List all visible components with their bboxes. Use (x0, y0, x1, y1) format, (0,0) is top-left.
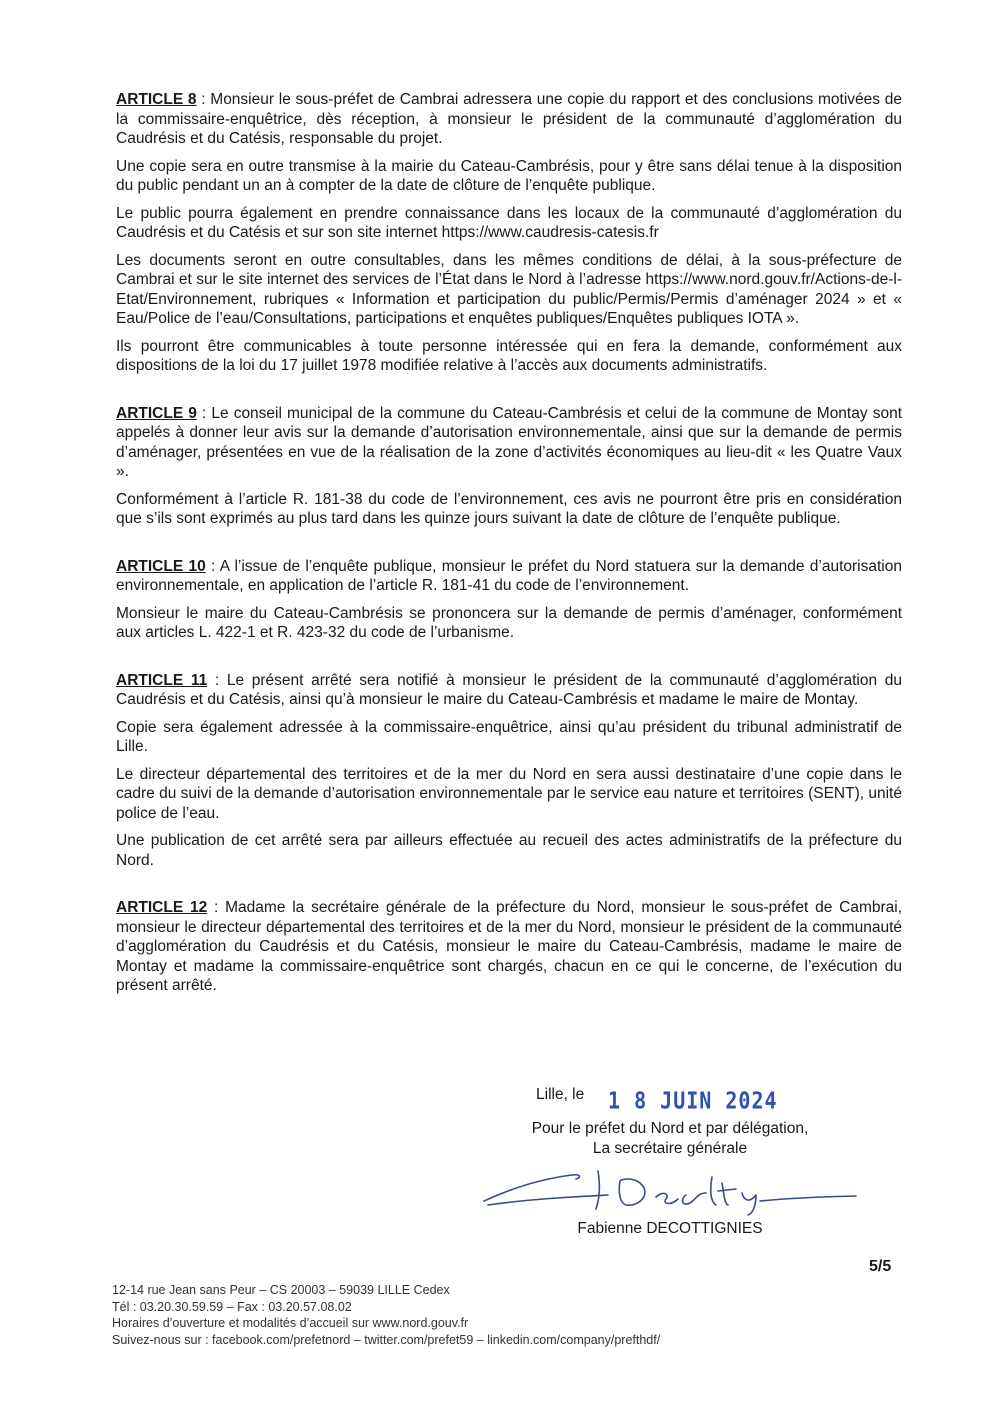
paragraph: Une publication de cet arrêté sera par ailleurs effectuée au recueil des actes administratifs de la préfecture du Nord. (116, 832, 902, 869)
paragraph: : Le conseil municipal de la commune du Cateau-Cambrésis et celui de la commune de Montay sont appelés à donner leur avis sur la demande d’autorisation environnementale, ainsi que sur la demande de permis d’aménager, présentées en vue de la réalisation de la zone d’activités économiques au lieu-dit « les Quatre Vaux ». (116, 404, 902, 480)
paragraph: : Monsieur le sous-préfet de Cambrai adressera une copie du rapport et des conclusions motivées de la commissaire-enquêtrice, dès réception, à monsieur le président de la communauté d’agglomération du Caudrésis et du Catésis, responsable du projet. (116, 91, 902, 147)
footer-hours: Horaires d’ouverture et modalités d’accueil sur www.nord.gouv.fr (112, 1316, 469, 1330)
paragraph: Une copie sera en outre transmise à la mairie du Cateau-Cambrésis, pour y être sans délai tenue à la disposition du public pendant un an à compter de la date de clôture de l’enquête publique. (116, 157, 902, 194)
article-10 (116, 557, 902, 643)
article-label: ARTICLE 12 (116, 899, 208, 916)
signer-name: Fabienne DECOTTIGNIES (577, 1220, 763, 1237)
date-stamp: 1 8 JUIN 2024 (608, 1086, 778, 1115)
article-11 (116, 671, 902, 871)
article-label: ARTICLE 8 (116, 91, 197, 108)
article-label: ARTICLE 9 (116, 404, 197, 422)
footer-phone: Tél : 03.20.30.59.59 – Fax : 03.20.57.08.02 (112, 1299, 352, 1314)
footer-address: 12-14 rue Jean sans Peur – CS 20003 – 59039 LILLE Cedex (112, 1283, 450, 1297)
paragraph: : A l’issue de l’enquête publique, monsieur le préfet du Nord statuera sur la demande d’autorisation environnementale, en application de l’article R. 181-41 du code de l’environnement. (116, 557, 902, 594)
paragraph: : Le présent arrêté sera notifié à monsieur le président de la communauté d’agglomération du Caudrésis et du Catésis, ainsi qu’à monsieur le maire du Cateau-Cambrésis et madame le maire de Montay. (116, 671, 903, 708)
signature-block (480, 1085, 860, 1239)
signer-role: La secrétaire générale (592, 1140, 748, 1157)
article-label: ARTICLE 10 (116, 557, 206, 575)
footer (112, 1282, 812, 1348)
article-8 (116, 90, 902, 376)
paragraph: Les documents seront en outre consultables, dans les mêmes conditions de délai, à la sous-préfecture de Cambrai et sur le site internet des services de l’État dans le Nord à l’adresse https://www.nord.gouv.fr/Actions-de-l-Etat/Environnement, rubriques « Information et participation du public/Permis/Permis d’aménager 2024 » et « Eau/Police de l’eau/Consultations, participations et enquêtes publiques/Enquêtes publiques IOTA ». (116, 251, 902, 327)
paragraph: Le directeur départemental des territoires et de la mer du Nord en sera aussi destinataire d’une copie dans le cadre du suivi de la demande d’autorisation environnementale par le service eau nature et territoires (SENT), unité police de l’eau. (116, 765, 902, 822)
delegation-line: Pour le préfet du Nord et par délégation, (531, 1120, 809, 1137)
paragraph: : Madame la secrétaire générale de la préfecture du Nord, monsieur le sous-préfet de Cambrai, monsieur le directeur départemental des territoires et de la mer du Nord, monsieur le président de la communauté d’agglomération du Caudrésis et du Catésis, monsieur le maire du Cateau-Cambrésis, madame le maire de Montay et madame la commissaire-enquêtrice sont chargés, chacun en ce qui le concerne, de l’exécution du présent arrêté. (116, 899, 903, 994)
paragraph: Copie sera également adressée à la commissaire-enquêtrice, ainsi qu’au président du tribunal administratif de Lille. (116, 718, 902, 755)
footer-social: Suivez-nous sur : facebook.com/prefetnord – twitter.com/prefet59 – linkedin.com/company/prefthdf/ (112, 1332, 661, 1347)
place-label: Lille, le (536, 1086, 585, 1103)
document-body (116, 90, 902, 1024)
page-number: 5/5 (869, 1258, 892, 1275)
article-label: ARTICLE 11 (116, 671, 208, 689)
paragraph: Monsieur le maire du Cateau-Cambrésis se prononcera sur la demande de permis d’aménager, conformément aux articles L. 422-1 et R. 423-32 du code de l’urbanisme. (116, 604, 902, 641)
article-12 (116, 898, 902, 996)
handwritten-signature (480, 1163, 860, 1217)
paragraph: Le public pourra également en prendre connaissance dans les locaux de la communauté d’agglomération du Caudrésis et du Catésis et sur son site internet https://www.caudresis-catesis.fr (116, 204, 902, 241)
paragraph: Conformément à l’article R. 181-38 du code de l’environnement, ces avis ne pourront être pris en considération que s’ils sont exprimés au plus tard dans les quinze jours suivant la date de clôture de l’enquête publique. (116, 490, 902, 527)
paragraph: Ils pourront être communicables à toute personne intéressée qui en fera la demande, conformément aux dispositions de la loi du 17 juillet 1978 modifiée relative à l’accès aux documents administratifs. (116, 337, 902, 374)
article-9 (116, 404, 902, 529)
